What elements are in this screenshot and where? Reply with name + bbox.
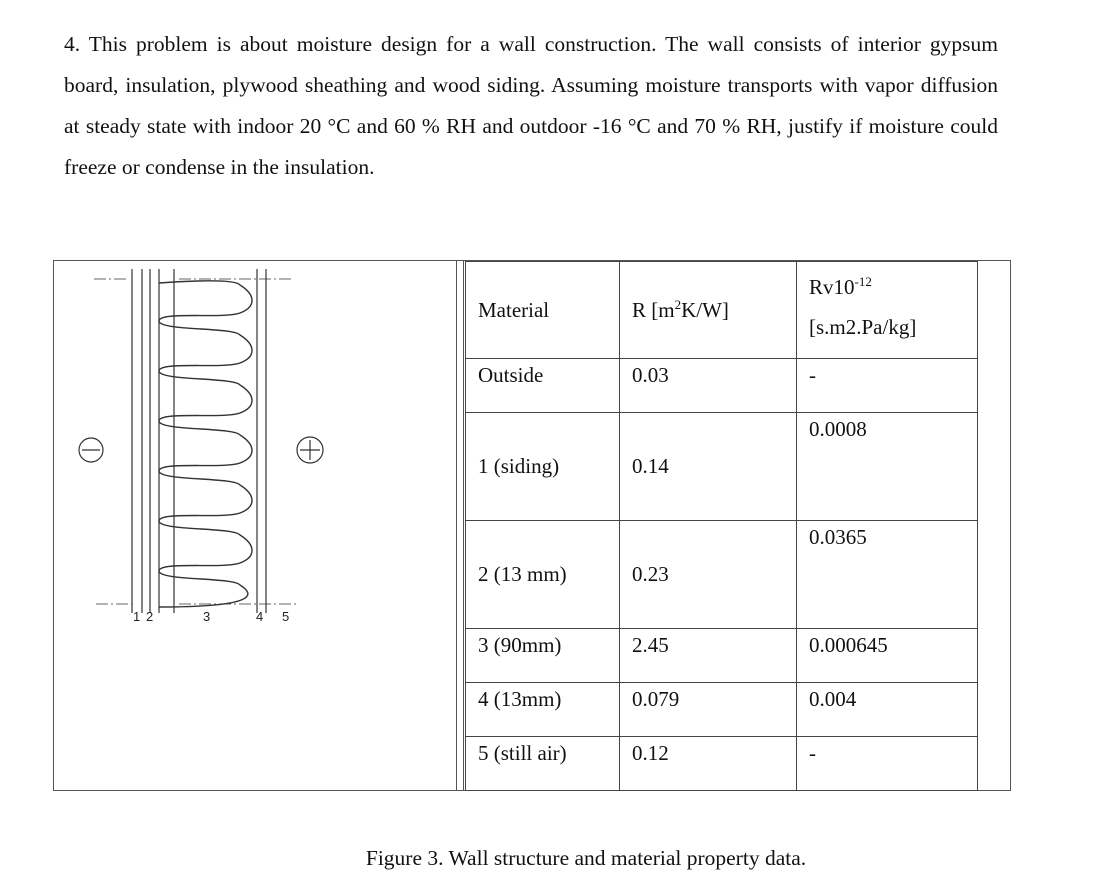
table-row — [466, 683, 978, 737]
header-rv-value: $Rv10^{-12}$ [s.m2.Pa/kg] — [797, 262, 978, 359]
cell-rv: 0.004 — [797, 683, 978, 737]
material-properties-table — [465, 261, 978, 791]
layer-label-3: 3 — [203, 609, 211, 624]
header-r-value: R $[m^2K/W]$ — [620, 262, 797, 359]
cell-material: 5 (still air) — [466, 737, 620, 791]
figure-caption: Figure 3. Wall structure and material property data. — [365, 846, 807, 870]
cell-material: 3 (90mm) — [466, 629, 620, 683]
cell-rv: - — [797, 359, 978, 413]
cell-material: Outside — [466, 359, 620, 413]
gypsum-layers — [257, 269, 266, 613]
header-material: Material — [466, 262, 620, 359]
inside-plus-icon — [297, 437, 323, 463]
table-header-row — [466, 262, 978, 359]
cell-r: 0.12 — [620, 737, 797, 791]
cell-r: 0.079 — [620, 683, 797, 737]
layer-label-1: 1 — [133, 609, 141, 624]
insulation-squiggle — [159, 281, 252, 607]
cell-material: 1 (siding) — [466, 413, 620, 521]
top-boundary-lines — [94, 279, 299, 604]
table-row — [466, 359, 978, 413]
cell-rv: 0.0365 — [797, 521, 978, 629]
table-row — [466, 737, 978, 791]
layer-label-2: 2 — [146, 609, 154, 624]
problem-statement: 4. This problem is about moisture design for a wall construction. The wall consists of interior gypsum board, insulation, plywood sheathing and wood siding. Assuming moisture transports with vapor diffusion at steady state with indoor 20 °C and 60 % RH and outdoor -16 °C and 70 % RH, justify if moisture could freeze or condense in the insulation. — [64, 32, 998, 179]
layer-label-4: 4 — [256, 609, 264, 624]
cell-r: 0.03 — [620, 359, 797, 413]
cell-material: 2 (13 mm) — [466, 521, 620, 629]
cell-r: 2.45 — [620, 629, 797, 683]
cell-material: 4 (13mm) — [466, 683, 620, 737]
figure-divider-inner — [463, 260, 464, 791]
cell-r: 0.14 — [620, 413, 797, 521]
cell-r: 0.23 — [620, 521, 797, 629]
table-row — [466, 413, 978, 521]
cell-rv: - — [797, 737, 978, 791]
cell-rv: 0.0008 — [797, 413, 978, 521]
layer-label-5: 5 — [282, 609, 290, 624]
cell-rv: 0.000645 — [797, 629, 978, 683]
figure-divider — [456, 260, 457, 791]
siding-layers — [132, 269, 174, 613]
table-row — [466, 521, 978, 629]
outside-minus-icon — [79, 438, 103, 462]
table-row — [466, 629, 978, 683]
wall-section-diagram — [54, 261, 456, 790]
